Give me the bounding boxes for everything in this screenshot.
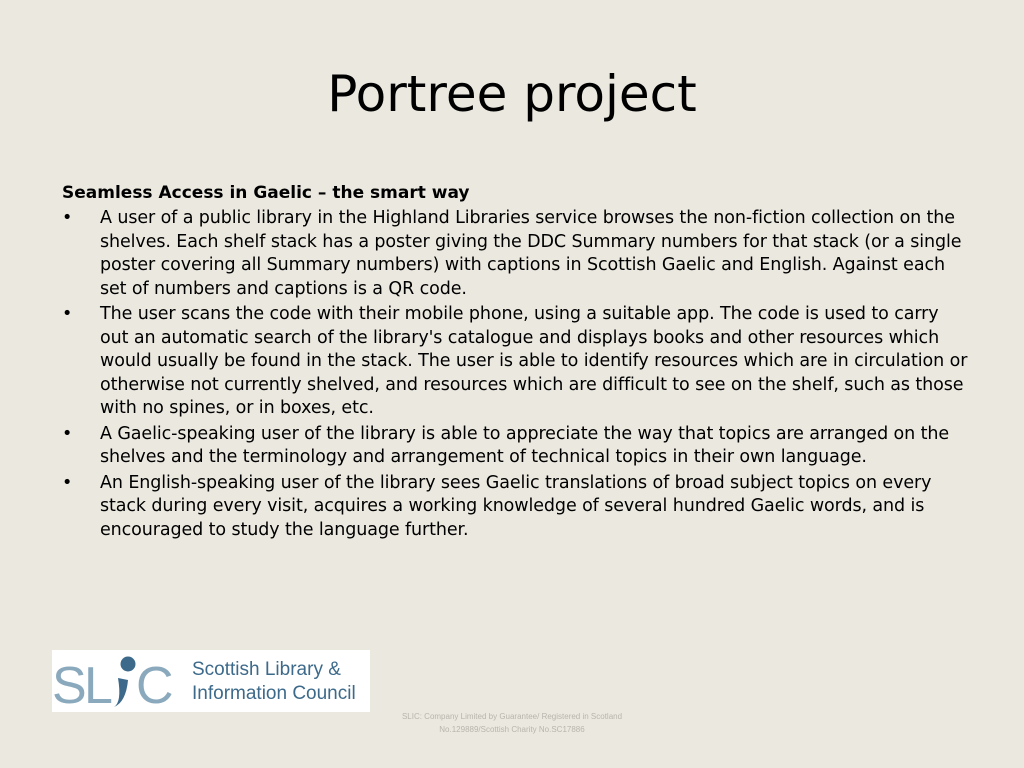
footer-legal	[362, 710, 662, 736]
logo-letter-s: S	[52, 657, 87, 712]
logo-line-2: Information Council	[192, 683, 356, 704]
logo-letter-l: L	[84, 657, 113, 712]
footer-line-2: No.129889/Scottish Charity No.SC17886	[439, 725, 585, 734]
bullet-item	[62, 303, 972, 421]
bullet-mark: •	[62, 472, 73, 493]
bullet-item	[62, 207, 972, 301]
bullet-text: A user of a public library in the Highland Libraries service browses the non-fiction collection on the shelves. Each shelf stack has a poster giving the DDC Summary numbers for that stack (or a single poster covering all Summary numbers) with captions in Scottish Gaelic and English. Against each set of numbers and captions is a QR code.	[100, 208, 962, 299]
bullet-item	[62, 423, 972, 470]
bullet-text: The user scans the code with their mobile phone, using a suitable app. The code is used to carry out an automatic search of the library's catalogue and displays books and other resources which would usually be found in the stack. The user is able to identify resources which are in circulation or otherwise not currently shelved, and resources which are difficult to see on the shelf, such as those with no spines, or in boxes, etc.	[100, 304, 968, 418]
subheading: Seamless Access in Gaelic – the smart way	[62, 183, 470, 203]
slide-body	[62, 181, 972, 542]
logo-line-1: Scottish Library &	[192, 659, 341, 680]
bullet-text: A Gaelic-speaking user of the library is able to appreciate the way that topics are arranged on the shelves and the terminology and arrangement of technical topics in their own language.	[100, 423, 950, 467]
slide-title: Portree project	[327, 65, 697, 123]
logo-organisation-name	[192, 658, 370, 706]
logo-letter-c: C	[136, 657, 174, 712]
logo-letter-i-dot	[121, 657, 136, 672]
slic-logo-mark	[52, 650, 184, 712]
bullet-mark: •	[62, 208, 73, 228]
bullet-text: An English-speaking user of the library sees Gaelic translations of broad subject topics on every stack during every visit, acquires a working knowledge of several hundred Gaelic words, and is encouraged to study the language further.	[100, 472, 932, 540]
bullet-list	[62, 207, 972, 542]
bullet-mark: •	[62, 423, 73, 444]
bullet-mark: •	[62, 304, 73, 324]
logo-letter-i-stem	[114, 678, 128, 707]
slic-logo	[52, 650, 370, 712]
bullet-item	[62, 472, 972, 543]
footer-line-1: SLIC: Company Limited by Guarantee/ Registered in Scotland	[401, 712, 623, 721]
